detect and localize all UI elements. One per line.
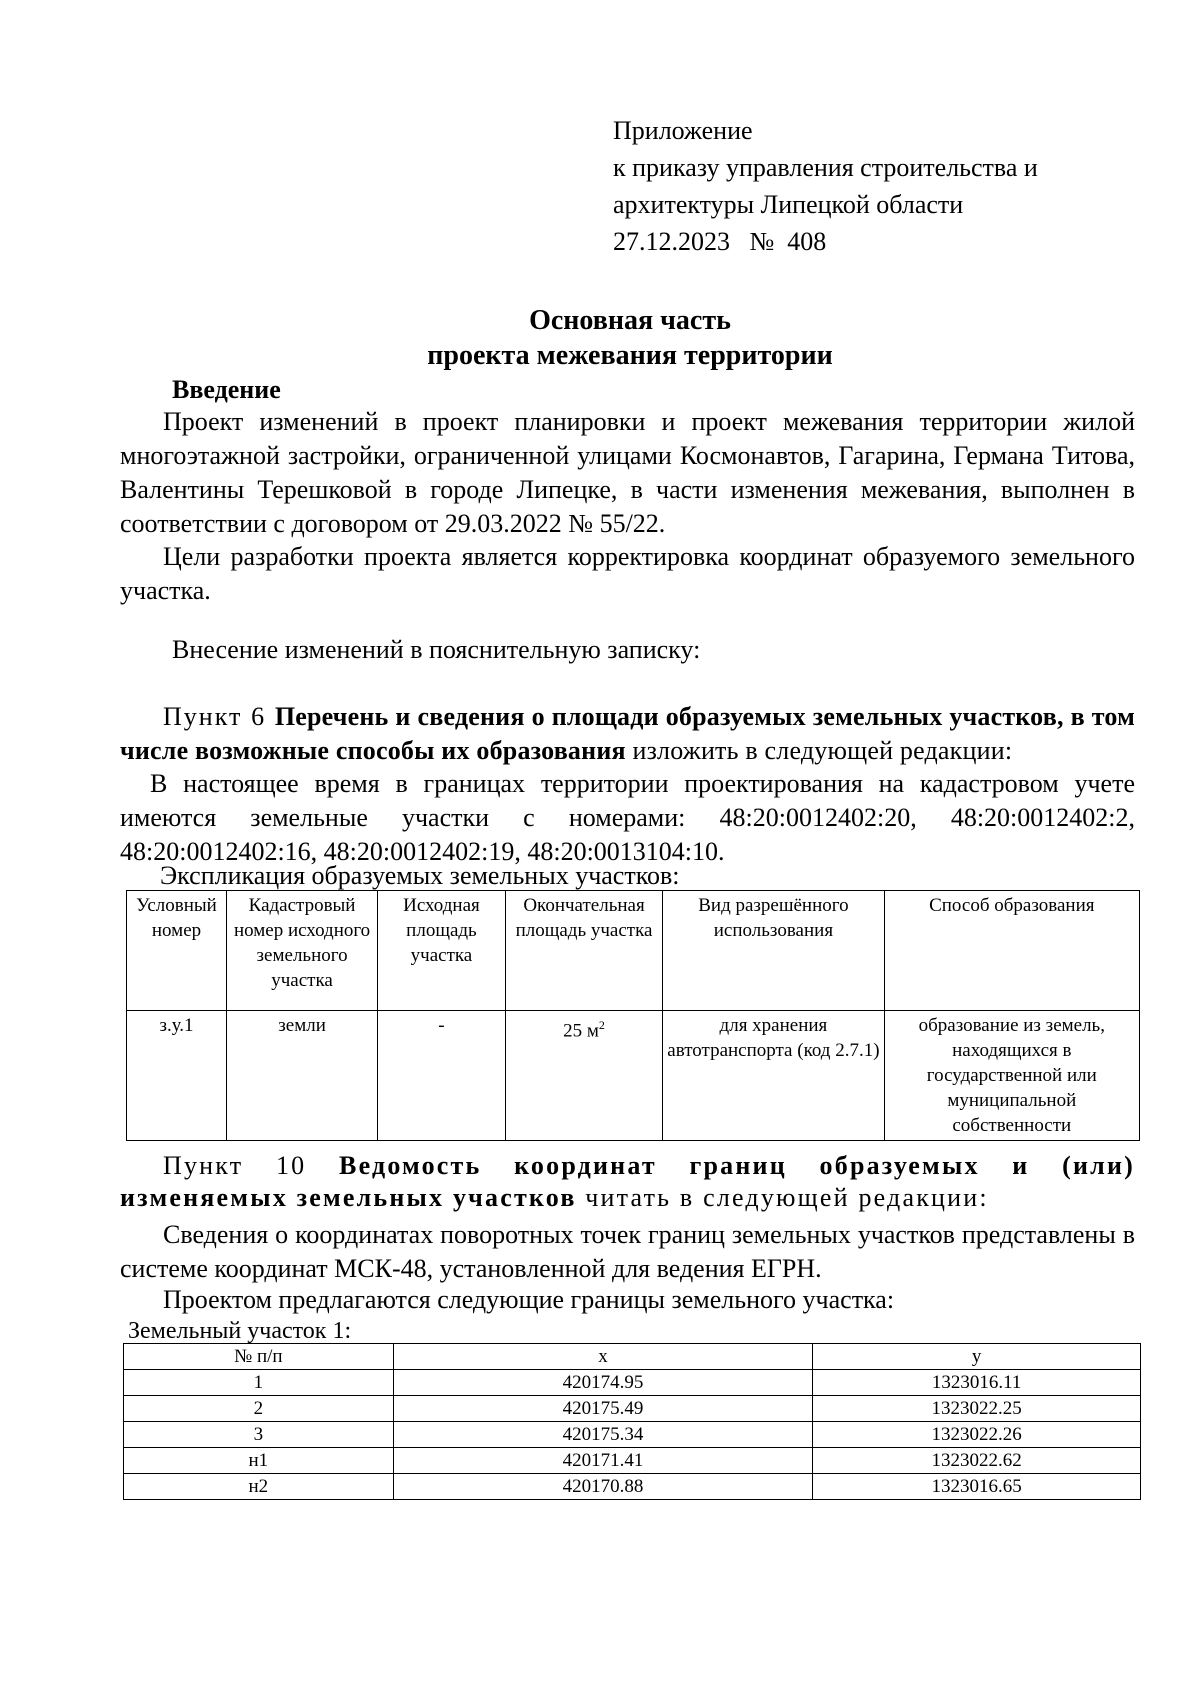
cell-point: н2 [124,1474,394,1500]
appendix-line-2: к приказу управления строительства и [613,153,1038,182]
point-10-suffix: читать в следующей редакции: [576,1183,989,1212]
appendix-line-1: Приложение [613,116,753,145]
point-10-bold-title: Ведомость координат границ образуемых и (или) изменяемых земельных участков [120,1151,1135,1212]
cell-x: 420170.88 [393,1474,813,1500]
point-6-suffix: изложить в следующей редакции: [625,736,1013,765]
table-row [124,1422,1141,1448]
point-6-bold-title: Перечень и сведения о площади образуемых земельных участков, в том числе возможные способы их образования [120,702,1135,765]
table-row [124,1474,1141,1500]
explication-data-row [127,1011,1140,1141]
cell-x: 420175.34 [393,1422,813,1448]
appendix-line-4: 27.12.2023 № 408 [613,227,827,256]
intro-heading: Введение [172,375,281,404]
explication-header-row [127,891,1140,1011]
cell-x: 420174.95 [393,1370,813,1396]
proposal-paragraph: Проектом предлагаются следующие границы земельного участка: [163,1285,895,1314]
point-10-prefix: Пункт 10 [163,1151,340,1180]
cell-point: 3 [124,1422,394,1448]
cell-y: 1323016.65 [813,1474,1141,1500]
explication-table [126,890,1140,1141]
cell-x: 420171.41 [393,1448,813,1474]
header-cell: x [393,1344,813,1370]
point-6-paragraph [120,700,1135,768]
cell-cadastral: земли [227,1011,378,1141]
cell-y: 1323016.11 [813,1370,1141,1396]
changes-heading: Внесение изменений в пояснительную записку: [172,635,701,664]
table-row [124,1448,1141,1474]
coord-header-row [124,1344,1141,1370]
explication-caption: Экспликация образуемых земельных участков: [160,861,680,890]
document-title-line-2: проекта межевания территории [427,340,833,371]
table-row [124,1370,1141,1396]
cell-x: 420175.49 [393,1396,813,1422]
cell-use: для хранения автотранспорта (код 2.7.1) [663,1011,884,1141]
cell-final-area [505,1011,662,1141]
cell-y: 1323022.25 [813,1396,1141,1422]
cell-initial-area: - [378,1011,506,1141]
header-cell: Кадастровый номер исходного земельного участка [227,891,378,1011]
final-area-value: 25 м [563,1020,599,1042]
header-cell: y [813,1344,1141,1370]
cell-point: 1 [124,1370,394,1396]
intro-paragraph-2: Цели разработки проекта является корректировка координат образуемого земельного участка. [120,542,1135,605]
cell-point: н1 [124,1448,394,1474]
header-cell: Вид разрешённого использования [663,891,884,1011]
table-row [124,1396,1141,1422]
coordinates-table [123,1343,1141,1500]
header-cell: Окончательная площадь участка [505,891,662,1011]
header-cell: № п/п [124,1344,394,1370]
header-cell: Способ образования [884,891,1139,1011]
cell-point: 2 [124,1396,394,1422]
final-area-sup: 2 [598,1018,605,1032]
cell-method: образование из земель, находящихся в государственной или муниципальной собственности [884,1011,1139,1141]
cell-y: 1323022.26 [813,1422,1141,1448]
appendix-block [613,112,1038,260]
header-cell: Исходная площадь участка [378,891,506,1011]
header-cell: Условный номер [127,891,227,1011]
plot-caption: Земельный участок 1: [128,1318,352,1344]
registry-paragraph: В настоящее время в границах территории проектирования на кадастровом учете имеются земельные участки с номерами: 48:20:0012402:20, 48:20:0012402:2, 48:20:0012402:16, 48:20:0012402:19, 48:20:0013104:10. [120,769,1135,866]
document-title-line-1: Основная часть [529,305,731,336]
cell-num: з.у.1 [127,1011,227,1141]
point-6-prefix: Пункт 6 [163,702,275,731]
appendix-line-3: архитектуры Липецкой области [613,190,964,219]
intro-paragraph-1: Проект изменений в проект планировки и проект межевания территории жилой многоэтажной застройки, ограниченной улицами Космонавтов, Гагарина, Германа Титова, Валентины Терешковой в городе Липецке, в части изменения межевания, выполнен в соответствии с договором от 29.03.2022 № 55/22. [120,407,1135,538]
cell-y: 1323022.62 [813,1448,1141,1474]
point-10-paragraph [120,1150,1135,1214]
coords-paragraph: Сведения о координатах поворотных точек границ земельных участков представлены в системе координат МСК-48, установленной для ведения ЕГРН. [120,1220,1135,1283]
